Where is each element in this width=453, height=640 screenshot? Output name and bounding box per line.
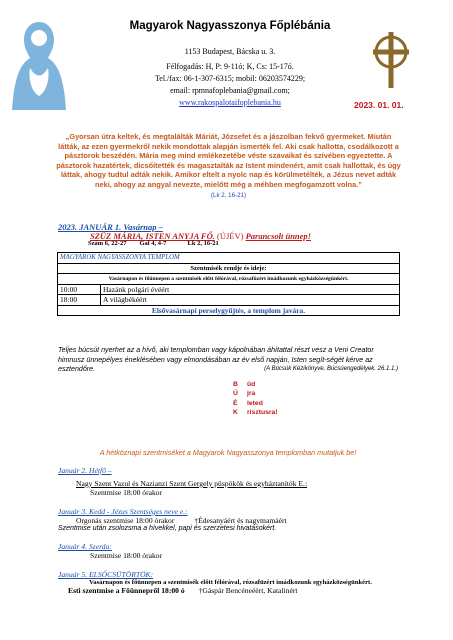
obligation-note: Parancsolt ünnep! xyxy=(245,231,311,241)
table-row xyxy=(58,284,400,295)
reading-2: Gal 4, 4-7 xyxy=(139,240,167,247)
office-hours: Félfogadás: H, P: 9-11ó; K, Cs: 15-17ó. xyxy=(166,62,294,71)
day-heading: Január 4. Szerda: xyxy=(58,542,112,551)
issue-date: 2023. 01. 01. xyxy=(354,100,404,110)
madonna-logo-icon xyxy=(8,18,70,114)
parish-title: Magyarok Nagyasszonya Főplébánia xyxy=(129,20,331,32)
day-line: †Édesanyáért és nagymamáért xyxy=(194,516,287,525)
gospel-quote-text: „Gyorsan útra keltek, és megtalálták Máriát, Józsefet és a jászolban fekvő gyermeket. Miután látták, az ezen gyermekről nekik mondottak alapján ismerték fel. Aki csak hallotta, csodálkozott a pásztorok beszédén. Mária meg mind emlékezetébe véste szavaikat és szívében egyeztette. A pásztorok hazatértek, dicsőítették és magasztalták az Istent mindenért, amit csak hallottak, és úgy láttak, ahogy tudtul adták nekik. Amikor eltelt a nyolc nap és körülmetélték, a Jézus nevet adták neki, ahogy az angyal nevezte, mielőtt még a méhben megfogamzott volna.” xyxy=(56,132,401,189)
day-line: Orgonás szentmise 18:00 órakor xyxy=(76,516,175,525)
day-line: †Gáspár Bencéneéért, Katalinért xyxy=(198,586,298,595)
mass-intention: A világbékéért xyxy=(101,295,400,306)
email: email: rpmnafoplebania@gmail.com; xyxy=(170,86,290,95)
day-line: Esti szentmise xyxy=(68,586,114,595)
reading-1: Szám 6, 22-27 xyxy=(88,240,127,247)
feast-name: SZŰZ MÁRIA, ISTEN ANYJA FŐ. xyxy=(90,231,215,241)
mass-time: 18:00 xyxy=(58,295,101,306)
list-item: B üd xyxy=(233,381,256,388)
schedule-subtitle: Szentmisék rendje és ideje: xyxy=(58,263,400,274)
day-line: Szentmise 18:00 órakor xyxy=(90,488,163,497)
mass-time: 10:00 xyxy=(58,284,101,295)
phone: Tel./fax: 06-1-307-6315; mobil: 06203574229; xyxy=(154,74,306,83)
day-heading: Január 3. Kedd - Jézus Szentséges neve e.: xyxy=(58,507,188,516)
day-line: Vasárnapon és főünnepen a szentmisék előtt félórával, rózsafüzért imádkozunk egyházközségünkért. xyxy=(89,579,372,586)
collection-note: Elsővasárnapi perselygyűjtés, a templom javára. xyxy=(58,305,400,316)
day-line: Nagy Szent Vazul és Nazianzi Szent Gergely püspökök és egyháztanítók E.: xyxy=(76,479,308,488)
weekday-schedule xyxy=(58,466,403,595)
reading-3: Lk 2, 16-21 xyxy=(187,240,219,247)
day-line: Szentmise 18:00 órakor xyxy=(90,551,163,560)
feast-code: (ÚJÉV) xyxy=(216,231,244,241)
church-schedule-table xyxy=(57,252,400,316)
rosary-note: Vasárnapon és főünnepen a szentmisék előtt félórával, rózsafüzért imádkozunk egyházközségünkért. xyxy=(58,274,400,285)
sunday-date: 2023. JANUÁR 1. Vasárnap – xyxy=(58,222,163,232)
list-item: K risztusra! xyxy=(233,409,278,417)
day-line: a Főünnepről 18:00 ó xyxy=(115,586,185,595)
weekday-mass-note: A hétköznapi szentmiséket a Magyarok Nagyasszonya templomban mutatjuk be! xyxy=(99,448,357,457)
day-heading: Január 5. ELSŐCSÜTÖRTÖK: xyxy=(58,570,154,579)
readings xyxy=(58,240,403,247)
acrostic xyxy=(233,380,278,418)
cross-logo-icon xyxy=(368,30,414,90)
indulgence-note xyxy=(58,346,398,375)
mass-intention: Hazánk polgári évéért xyxy=(101,284,400,295)
day-line: Szentmise után zsolozsma a hívekkel, papi és szerzetesi hivatásokért. xyxy=(58,525,277,532)
church-name-band: MAGYAROK NAGYASSZONYA TEMPLOM xyxy=(58,253,400,264)
sunday-heading xyxy=(58,222,403,247)
list-item: É leted xyxy=(233,399,263,407)
website-link[interactable]: www.rakospalotaifoplebania.hu xyxy=(179,98,281,107)
table-row xyxy=(58,295,400,306)
gospel-reference: (Lk 2, 16-21) xyxy=(210,191,247,199)
address: 1153 Budapest, Bácska u. 3. xyxy=(184,47,276,56)
indulgence-source: (A Búcsúk Kézikönyve, Búcsúengedélyek. 26.1.1.) xyxy=(264,366,398,372)
day-heading: Január 2. Hétfő – xyxy=(58,466,112,475)
indulgence-text: Teljes búcsút nyerhet az a hívő, aki templomban vagy kápolnában áhítattal részt vesz a Veni Creator himnusz ünnepélyes éneklésében vagy elmondásában az év első napján, Isten segít-ségét kérve az esztendőre. xyxy=(58,346,374,373)
list-item: Ú jra xyxy=(233,390,256,398)
gospel-quote xyxy=(56,132,401,200)
